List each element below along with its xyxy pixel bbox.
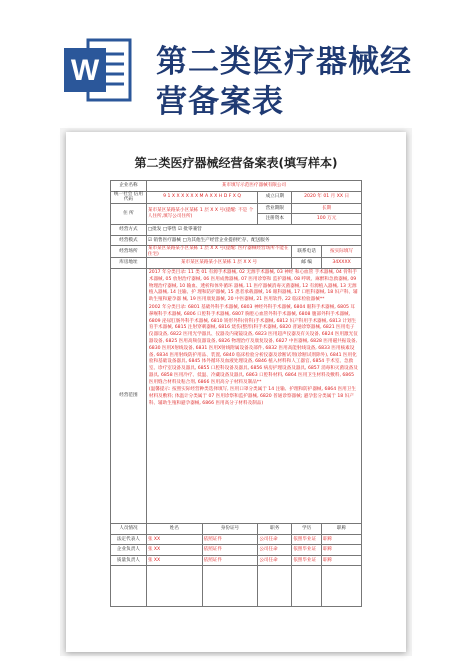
table-row — [111, 258, 362, 269]
scope-paragraph-note: (温馨提示: 按照实际经营种类选择填写, 医用口罩分类属于 14 注输、护理和防护器械, 6864 医用卫生材料及敷料; 体温计分类属于 07 医用诊察和监护器械, 6820 普通诊察器械; 避孕套分类属于 18 妇产科、辅助生殖和避孕器械, 6866 医用高分子材料及制品) — [148, 387, 356, 407]
page-title-line-2: 营备案表 — [156, 84, 284, 120]
personnel-name: 张 XX — [146, 534, 202, 545]
table-row — [111, 191, 362, 203]
personnel-id: 依照证件 — [202, 545, 258, 556]
filing-form-table — [110, 180, 362, 607]
personnel-title: 职称 — [322, 545, 362, 556]
word-doc-icon — [62, 34, 134, 106]
empty-cell — [322, 566, 362, 607]
business-mode-value: □批发 □零售 ☑ 批零兼营 — [146, 224, 361, 235]
personnel-id: 依照证件 — [202, 534, 258, 545]
enterprise-name-value: 某市填写示范医疗器械有限公司 — [146, 181, 361, 192]
personnel-header-position: 职务 — [258, 523, 292, 534]
empty-cell — [146, 566, 202, 607]
personnel-position: 公司任命 — [258, 534, 292, 545]
personnel-position: 公司任命 — [258, 545, 292, 556]
enterprise-name-label: 企业名称 — [111, 181, 147, 192]
scope-paragraph-2017: 2017 年分类目录: 11 类 01 有源手术器械, 02 无源手术器械, 03 神经 和心血管 手术器械, 04 骨科手术器械, 05 放射治疗器械, 06 医用成像器械, 07 医用诊察和 监护器械, 08 呼吸、麻醉和急救器械, 09 物理治疗器械, 10 输血、透析和体外循环 器械, 11 医疗器械消毒灭菌器械, 12 有源植入器械, 13 无源植入器械, 14 注输、护 理和防护器械, 15 患者承载器械, 16 眼科器械, 17 口腔科器械, 18 妇产科、辅助生殖和避孕器 械, 19 医用康复器械, 20 中医器械, 21 医用软件, 22 临床检验器械** — [148, 269, 358, 303]
personnel-header-education: 学历 — [292, 523, 322, 534]
personnel-category: 质量负责人 — [111, 555, 147, 566]
table-row — [111, 268, 362, 523]
table-row — [111, 235, 362, 246]
credit-code-value: 9 1 X X X X X X M A X X H D F X Q — [146, 191, 257, 203]
personnel-name: 张 XX — [146, 555, 202, 566]
business-place-value: 某市某区某路某小区某栋 1 层 X X 号(提醒: 医疗器械经营场所不能在住宅) — [146, 246, 291, 258]
residence-value: 某市某区某路某小区某栋 1 层 X X 号(提醒: 不是 个人住所,填写公司住所) — [146, 203, 257, 224]
business-term-value: 长期 — [292, 203, 362, 214]
table-row — [111, 566, 362, 607]
business-model-label: 经营模式 — [111, 235, 147, 246]
phone-value: 按实际填写 — [322, 246, 362, 258]
postcode-label: 邮 编 — [292, 258, 322, 269]
personnel-position: 公司任命 — [258, 555, 292, 566]
page-title-line-1: 第二类医疗器械经 — [156, 44, 412, 80]
warehouse-label: 库房地址 — [111, 258, 147, 269]
table-row — [111, 545, 362, 556]
personnel-title: 职称 — [322, 534, 362, 545]
credit-code-label: 统一社会 信用代码 — [111, 191, 147, 203]
banner — [0, 0, 474, 128]
document-title: 第二类医疗器械经营备案表(填写样本) — [134, 156, 338, 170]
personnel-header-title: 职称 — [322, 523, 362, 534]
personnel-header-name: 姓名 — [146, 523, 202, 534]
personnel-title: 职称 — [322, 555, 362, 566]
business-mode-label: 经营方式 — [111, 224, 147, 235]
table-row — [111, 181, 362, 192]
personnel-header-id: 身份证号 — [202, 523, 258, 534]
personnel-category: 企业负责人 — [111, 545, 147, 556]
table-row — [111, 523, 362, 534]
table-row — [111, 203, 362, 214]
personnel-education: 依照毕业证 — [292, 545, 322, 556]
personnel-name: 张 XX — [146, 545, 202, 556]
residence-label: 住 所 — [111, 203, 147, 224]
scope-paragraph-2002: 2002 年分类目录: 6801 基础外科手术器械, 6803 神经外科手术器械, 6804 眼科手术器械, 6805 耳鼻喉科手术器械, 6806 口腔科手术器械, 6807 胸腔心血管外科手术器械, 6808 腹部外科手术器械, 6809 泌尿肛肠外科手术器械, 6810 矫形外科(骨科)手术器械, 6812 妇产科用手术器械, 6813 计划生育手术器械, 6815 注射穿刺器械, 6816 烧伤(整形)科手术器械, 6820 普通诊察器械, 6821 医用电子仪器设备, 6822 医用光学器具、仪器及内窥镜设备, 6823 医用超声仪器及有关设备, 6824 医用激光仪器设备, 6825 医用高频仪器设备, 6826 物理治疗及康复设备, 6827 中医器械, 6828 医用磁共振设备, 6830 医用X射线设备, 6831 医用X射线附属设备及部件, 6832 医用高能射线设备, 6833 医用核素设备, 6834 医用射线防护用品、装置, 6840 临床检验分析仪器及诊断试剂(诊断试剂除外), 6841 医用化验和基础设备器具, 6845 体外循环及血液处理设备, 6846 植入材料和人工器官, 6854 手术室、急救室、诊疗室设备及器具, 6855 口腔科设备及器具, 6856 病房护理设备及器具, 6857 消毒和灭菌设备及器具, 6858 医用冷疗、低温、冷藏设备及器具, 6863 口腔科材料, 6864 医用卫生材料及敷料, 6865 医用缝合材料及粘合剂, 6866 医用高分子材料及制品** — [148, 304, 358, 385]
empty-cell — [202, 566, 258, 607]
personnel-header-category: 人员情况 — [111, 523, 147, 534]
warehouse-value: 某市某区某路某小区某栋 1 层 X X 号 — [146, 258, 291, 269]
svg-text:W: W — [70, 54, 100, 87]
table-row — [111, 224, 362, 235]
empty-cell — [258, 566, 292, 607]
personnel-category: 法定代表人 — [111, 534, 147, 545]
established-date-label: 成立日期 — [258, 191, 292, 203]
business-place-label: 经营场所 — [111, 246, 147, 258]
personnel-education: 依照毕业证 — [292, 534, 322, 545]
business-term-label: 营业期限 — [258, 203, 292, 214]
registered-capital-value: 100 万元 — [292, 214, 362, 225]
document-preview — [66, 132, 406, 652]
personnel-education: 依照毕业证 — [292, 555, 322, 566]
scope-label: 经营范围 — [111, 268, 147, 523]
table-row — [111, 555, 362, 566]
business-model-value: ☑ 销售医疗器械 □为其他生产经营企业提供贮存、配送服务 — [146, 235, 361, 246]
phone-label: 联系电话 — [292, 246, 322, 258]
table-row — [111, 534, 362, 545]
empty-cell — [292, 566, 322, 607]
table-row — [111, 246, 362, 258]
postcode-value: 34XXXX — [322, 258, 362, 269]
personnel-id: 依照证件 — [202, 555, 258, 566]
scope-value — [146, 268, 361, 523]
registered-capital-label: 注册资本 — [258, 214, 292, 225]
established-date-value: 2020 年 01 月 XX 日 — [292, 191, 362, 203]
empty-cell — [111, 566, 147, 607]
